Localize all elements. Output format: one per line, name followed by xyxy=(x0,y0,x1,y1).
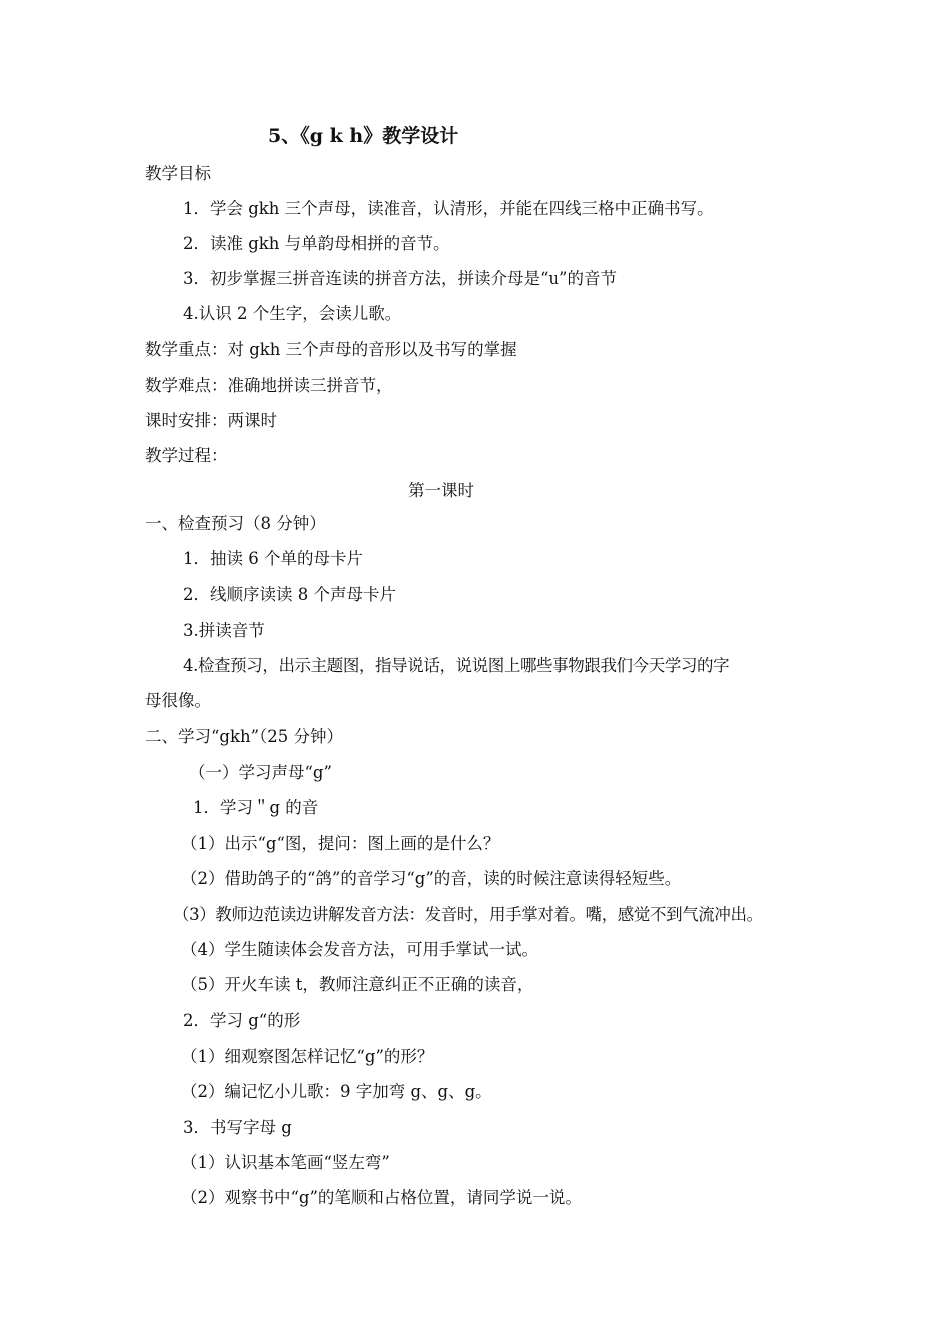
list-item: 3.拼读音节 xyxy=(183,621,265,640)
step-item: （4）学生随读体会发音方法，可用手掌试一试。 xyxy=(181,940,538,959)
objectives-heading: 教学目标 xyxy=(145,164,211,183)
key-point: 数学重点：对 gkh 三个声母的音形以及书写的掌握 xyxy=(145,340,517,359)
schedule: 课时安排：两课时 xyxy=(145,411,277,430)
objective-item: 2．读准 gkh 与单韵母相拼的音节。 xyxy=(183,234,450,253)
objective-item: 4.认识 2 个生字，会读儿歌。 xyxy=(183,304,402,323)
step-item: （1）细观察图怎样记忆“g”的形？ xyxy=(181,1047,434,1066)
step-heading: 1．学习＂g 的音 xyxy=(193,798,319,817)
list-item: 4.检查预习，出示主题图，指导说话，说说图上哪些事物跟我们今天学习的字 xyxy=(183,656,730,675)
step-item: （5）开火车读 t，教师注意纠正不正确的读音， xyxy=(181,975,534,994)
process-heading: 教学过程： xyxy=(145,446,228,465)
step-item: （2）借助鸽子的“鸽”的音学习“g”的音，读的时候注意读得轻短些。 xyxy=(181,869,682,888)
objective-item: 3．初步掌握三拼音连读的拼音方法，拼读介母是“u”的音节 xyxy=(183,269,617,288)
step-item: （2）观察书中“g”的笔顺和占格位置，请同学说一说。 xyxy=(181,1188,582,1207)
section-heading: 二、学习“gkh”（25 分钟） xyxy=(145,727,344,746)
step-heading: 3．书写字母 g xyxy=(183,1118,292,1137)
step-item: （1）出示“g“图，提问：图上画的是什么？ xyxy=(181,834,500,853)
step-item: （1）认识基本笔画“竖左弯” xyxy=(181,1153,390,1172)
section-heading: 一、检查预习（8 分钟） xyxy=(145,514,326,533)
objective-item: 1．学会 gkh 三个声母，读准音，认清形，并能在四线三格中正确书写。 xyxy=(183,199,714,218)
list-item: 1．抽读 6 个单的母卡片 xyxy=(183,549,363,568)
list-item-continuation: 母很像。 xyxy=(145,691,211,710)
step-item: （2）编记忆小儿歌：9 字加弯 g、g、g。 xyxy=(181,1082,492,1101)
step-heading: 2．学习 g“的形 xyxy=(183,1011,301,1030)
step-item: （3）教师边范读边讲解发音方法：发音时，用手掌对着。嘴，感觉不到气流冲出。 xyxy=(173,905,763,924)
document-title: 5、《g k h》教学设计 xyxy=(268,125,459,147)
lesson-heading: 第一课时 xyxy=(408,481,474,500)
difficulty: 数学难点：准确地拼读三拼音节， xyxy=(145,376,393,395)
subsection-heading: （一）学习声母“g” xyxy=(189,763,332,782)
list-item: 2．线顺序读读 8 个声母卡片 xyxy=(183,585,396,604)
